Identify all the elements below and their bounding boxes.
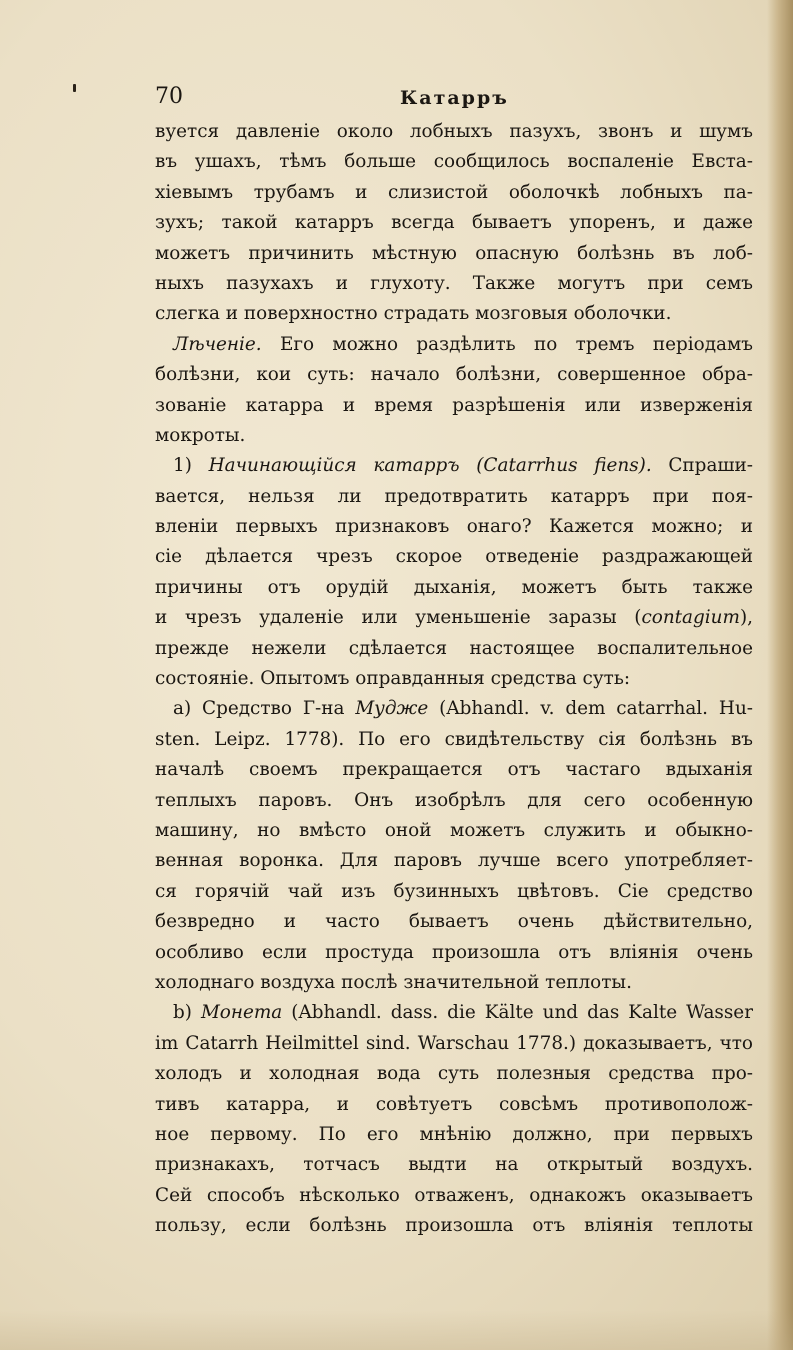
text-line — [155, 269, 753, 299]
text-run: особливо если простуда произошла отъ вліянія очень — [155, 941, 753, 963]
text-line — [155, 1120, 753, 1150]
running-title: Катарръ — [400, 87, 509, 109]
text-run: Сей способъ нѣсколько отваженъ, однакожъ оказываетъ — [155, 1184, 753, 1206]
text-run: признакахъ, тотчасъ выдти на открытый воздухъ. — [155, 1154, 753, 1176]
text-run: можетъ причинить мѣстную опасную болѣзнь въ лоб- — [155, 242, 753, 264]
text-run: холоднаго воздуха послѣ значительной теплоты. — [155, 971, 632, 993]
text-line — [155, 117, 753, 147]
text-run: (Abhandl. v. dem catarrhal. Hu- — [428, 698, 753, 720]
text-line — [155, 634, 753, 664]
text-line — [155, 512, 753, 542]
text-line — [155, 451, 753, 481]
text-run: im Catarrh Heilmittel sind. Warschau 1778.) доказываетъ, что — [155, 1032, 753, 1054]
text-line — [155, 542, 753, 572]
page-shadow — [0, 1310, 793, 1350]
text-run: (Abhandl. dass. die Kälte und das Kalte Wasser — [282, 1002, 753, 1024]
page-edge — [767, 0, 793, 1350]
text-line — [155, 1090, 753, 1120]
text-line — [155, 178, 753, 208]
text-run: причины отъ орудій дыханія, можетъ быть также — [155, 576, 753, 598]
text-run: пользу, если болѣзнь произошла отъ вліянія теплоты — [155, 1215, 753, 1237]
text-run: зованіе катарра и время разрѣшенія или изверженія — [155, 394, 753, 416]
text-run: зухъ; такой катарръ всегда бываетъ упоренъ, и даже — [155, 212, 753, 234]
text-line — [155, 907, 753, 937]
text-line — [155, 968, 753, 998]
text-line — [155, 360, 753, 390]
text-line — [155, 1181, 753, 1211]
italic-run: Мудже — [355, 698, 429, 720]
text-line — [155, 421, 753, 451]
text-run: началѣ своемъ прекращается отъ частаго вдыханія — [155, 759, 753, 781]
text-run: Его можно раздѣлить по тремъ періодамъ — [261, 333, 753, 355]
text-line — [155, 1059, 753, 1089]
italic-run: Монета — [200, 1002, 283, 1024]
text-run: b) — [173, 1002, 201, 1024]
text-line — [155, 208, 753, 238]
text-line — [155, 482, 753, 512]
text-run: вается, нельзя ли предотвратить катарръ при поя- — [155, 485, 753, 507]
text-run: вленіи первыхъ признаковъ онаго? Кажется можно; и — [155, 516, 753, 538]
text-line — [155, 573, 753, 603]
text-run: ся горячій чай изъ бузинныхъ цвѣтовъ. Сіе средство — [155, 880, 753, 902]
page-header — [155, 82, 755, 116]
italic-run: Начинающійся катарръ (Catarrhus fiens). — [208, 455, 652, 477]
text-line — [155, 299, 753, 329]
text-run: Спраши- — [651, 455, 753, 477]
text-line — [155, 755, 753, 785]
text-run: мокроты. — [155, 424, 246, 446]
text-line — [155, 664, 753, 694]
text-run: венная воронка. Для паровъ лучше всего употребляет- — [155, 850, 753, 872]
text-line — [155, 846, 753, 876]
text-run: состояніе. Опытомъ оправданныя средства суть: — [155, 668, 631, 690]
text-run: теплыхъ паровъ. Онъ изобрѣлъ для сего особенную — [155, 789, 753, 811]
text-line — [155, 330, 753, 360]
text-run: a) Средство Г-на — [173, 698, 356, 720]
text-run: прежде нежели сдѣлается настоящее воспалительное — [155, 637, 753, 659]
text-line — [155, 816, 753, 846]
text-run: холодъ и холодная вода суть полезныя средства про- — [155, 1063, 753, 1085]
text-run: хіевымъ трубамъ и слизистой оболочкѣ лобныхъ па- — [155, 181, 753, 203]
text-line — [155, 239, 753, 269]
text-run: и чрезъ удаленіе или уменьшеніе заразы ( — [155, 607, 642, 629]
italic-run: Лѣченіе. — [173, 333, 262, 355]
text-line — [155, 694, 753, 724]
text-run: машину, но вмѣсто оной можетъ служить и обыкно- — [155, 819, 753, 841]
text-line — [155, 938, 753, 968]
text-run: въ ушахъ, тѣмъ больше сообщилось воспаленіе Евста- — [155, 151, 753, 173]
text-line — [155, 786, 753, 816]
text-line — [155, 147, 753, 177]
text-line — [155, 1029, 753, 1059]
page-number: 70 — [155, 84, 183, 109]
text-line — [155, 877, 753, 907]
text-run: ), — [739, 607, 753, 629]
text-run: sten. Leipz. 1778). По его свидѣтельству сія болѣзнь въ — [155, 728, 753, 750]
italic-run: contagium — [641, 607, 740, 629]
body-text — [155, 117, 753, 1241]
text-line — [155, 725, 753, 755]
text-run: тивъ катарра, и совѣтуетъ совсѣмъ противополож- — [155, 1093, 753, 1115]
text-run: болѣзни, кои суть: начало болѣзни, совершенное обра- — [155, 364, 753, 386]
text-line — [155, 1150, 753, 1180]
text-run: 1) — [173, 455, 209, 477]
text-line — [155, 1211, 753, 1241]
margin-mark — [73, 84, 76, 92]
text-run: вуется давленіе около лобныхъ пазухъ, звонъ и шумъ — [155, 121, 753, 142]
text-run: ныхъ пазухахъ и глухоту. Также могутъ при семъ — [155, 272, 753, 294]
text-run: сіе дѣлается чрезъ скорое отведеніе раздражающей — [155, 546, 753, 568]
text-line — [155, 391, 753, 421]
text-run: безвредно и часто бываетъ очень дѣйствительно, — [155, 911, 753, 933]
text-line — [155, 603, 753, 633]
text-run: ное первому. По его мнѣнію должно, при первыхъ — [155, 1123, 753, 1145]
text-line — [155, 998, 753, 1028]
text-run: слегка и поверхностно страдать мозговыя оболочки. — [155, 303, 672, 325]
